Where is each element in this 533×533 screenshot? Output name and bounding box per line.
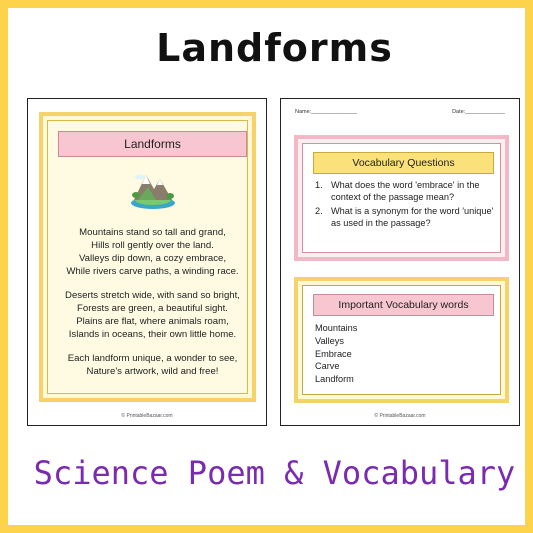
- poem-page: [27, 98, 267, 426]
- vocabulary-words-inner: [302, 285, 501, 395]
- name-field-label: Name:_______________: [295, 109, 358, 115]
- bottom-subtitle: Science Poem & Vocabulary: [33, 454, 516, 492]
- poem-line: While rivers carve paths, a winding race.: [66, 266, 239, 277]
- poem-line: Forests are green, a beautiful sight.: [77, 303, 228, 314]
- poem-line: Each landform unique, a wonder to see,: [67, 353, 238, 364]
- question-item: [315, 205, 495, 229]
- question-number: 1.: [315, 180, 323, 190]
- main-title: Landforms: [156, 26, 393, 70]
- vocabulary-word-list: [315, 322, 357, 386]
- poem-line: Islands in oceans, their own little home.: [68, 329, 237, 340]
- poem-title: Landforms: [58, 131, 247, 157]
- poem-line: Valleys dip down, a cozy embrace,: [79, 253, 226, 264]
- vocabulary-questions-title: Vocabulary Questions: [313, 152, 494, 174]
- poem-line: Hills roll gently over the land.: [91, 240, 214, 251]
- question-list: [315, 179, 495, 231]
- poem-line: Plains are flat, where animals roam,: [76, 316, 229, 327]
- mountain-island-icon: [128, 165, 178, 211]
- poem-stanza: [52, 226, 253, 278]
- worksheet-page: [280, 98, 520, 426]
- vocabulary-word: Mountains: [315, 323, 358, 333]
- page-footer: © PrintableBazaar.com: [374, 413, 426, 419]
- vocabulary-questions-inner: [302, 143, 501, 253]
- poem-body: [52, 226, 253, 389]
- vocabulary-word: Embrace: [315, 348, 352, 359]
- question-number: 2.: [315, 206, 323, 216]
- vocabulary-word: Valleys: [315, 335, 344, 346]
- poem-card: [39, 112, 256, 402]
- poem-stanza: [52, 289, 253, 341]
- poem-line: Nature's artwork, wild and free!: [86, 366, 219, 377]
- poem-stanza: [52, 352, 253, 378]
- poem-line: Mountains stand so tall and grand,: [79, 227, 226, 238]
- vocabulary-words-card: [294, 277, 509, 403]
- date-field-label: Date:_____________: [452, 109, 505, 115]
- vocabulary-word: Carve: [315, 361, 340, 372]
- question-text: What is a synonym for the word 'unique' as used in the passage?: [331, 206, 494, 228]
- question-item: [315, 179, 495, 203]
- vocabulary-questions-card: [294, 135, 509, 261]
- vocabulary-word: Landform: [315, 374, 354, 385]
- poem-line: Deserts stretch wide, with sand so bright,: [65, 290, 240, 301]
- worksheet-header: [295, 109, 505, 119]
- vocabulary-words-title: Important Vocabulary words: [313, 294, 494, 316]
- question-text: What does the word 'embrace' in the context of the passage mean?: [331, 180, 480, 202]
- poem-card-inner: [47, 120, 248, 394]
- page-footer: © PrintableBazaar.com: [121, 413, 173, 419]
